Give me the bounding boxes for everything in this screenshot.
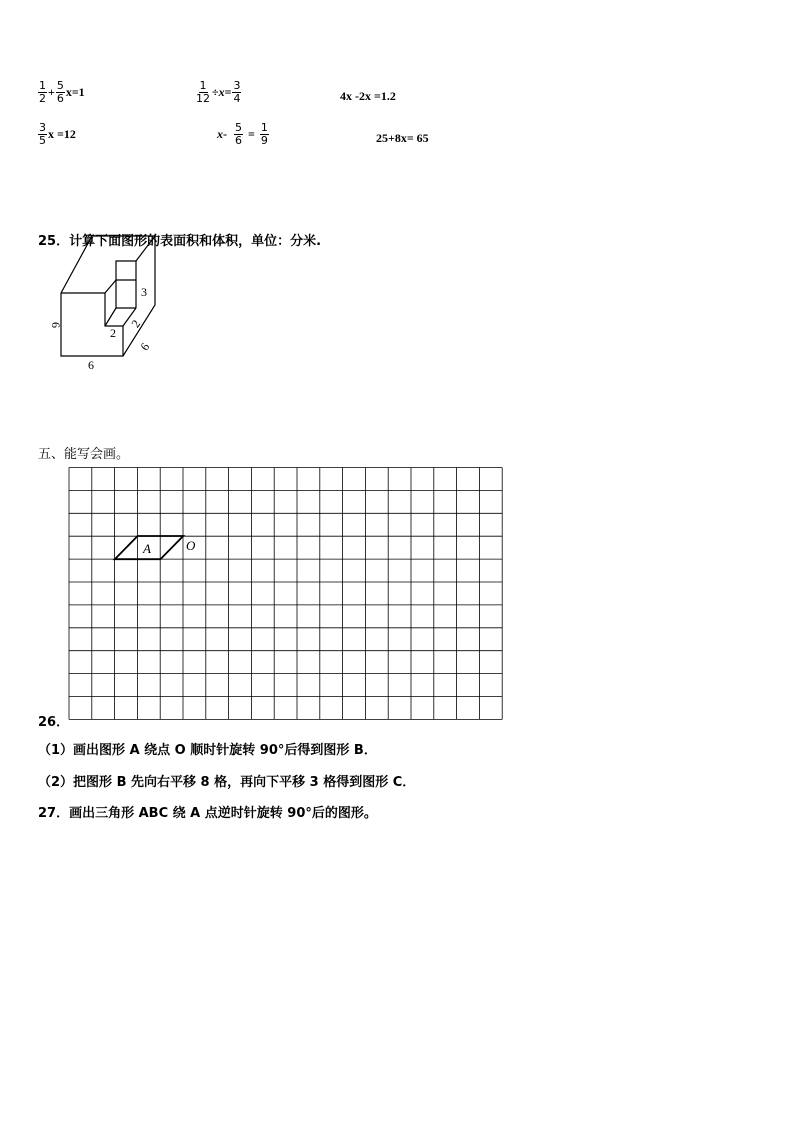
question-27-text: 27．画出三角形 ABC 绕 A 点逆时针旋转 90°后的图形。 <box>38 806 377 821</box>
equation-2 <box>194 80 242 105</box>
dim-notch-height-label: 3 <box>141 285 147 299</box>
fraction: $\frac{1}{2}$ <box>39 79 46 105</box>
equation-tail: x =12 <box>48 127 76 141</box>
equation-1 <box>37 80 85 105</box>
shape-a-label: A <box>143 541 151 556</box>
variable: x <box>217 127 223 141</box>
fraction: $\frac{3}{5}$ <box>39 121 46 147</box>
dim-width-label: 6 <box>88 358 94 372</box>
equals-sign: = <box>224 85 232 99</box>
equation-6: 25+8x= 65 <box>376 131 429 145</box>
section-title: 五、能写会画。 <box>38 447 130 462</box>
equals-sign: = <box>248 127 255 141</box>
equation-4 <box>37 122 76 147</box>
square-grid <box>66 466 504 724</box>
fraction: $\frac{1}{9}$ <box>260 121 268 147</box>
equation-tail: x=1 <box>65 85 85 99</box>
dim-notch-width-label: 2 <box>110 326 116 340</box>
fraction: $\frac{5}{6}$ <box>56 79 64 105</box>
equation-3: 4x -2x =1.2 <box>340 89 396 103</box>
question-26-number: 26． <box>38 715 70 730</box>
operator: + <box>48 85 55 99</box>
point-o-label: O <box>186 538 196 553</box>
question-26-part-1: （1）画出图形 A 绕点 O 顺时针旋转 90°后得到图形 B． <box>38 743 377 758</box>
question-25-text: 25．计算下面图形的表面积和体积，单位：分米. <box>38 234 322 249</box>
operator: ÷ <box>212 85 219 99</box>
dim-height-label: 6 <box>49 322 63 328</box>
fraction: $\frac{5}{6}$ <box>235 121 242 147</box>
equation-5 <box>217 122 270 147</box>
dim-depth-label: 6 <box>137 340 153 354</box>
fraction: $\frac{3}{4}$ <box>233 79 241 105</box>
notched-cube-figure <box>40 228 170 378</box>
variable: x <box>218 85 225 99</box>
operator: - <box>223 127 227 141</box>
dim-notch-depth-label: 2 <box>128 317 144 331</box>
fraction: $\frac{1}{12}$ <box>196 79 210 105</box>
question-26-part-2: （2）把图形 B 先向右平移 8 格，再向下平移 3 格得到图形 C． <box>38 775 416 790</box>
